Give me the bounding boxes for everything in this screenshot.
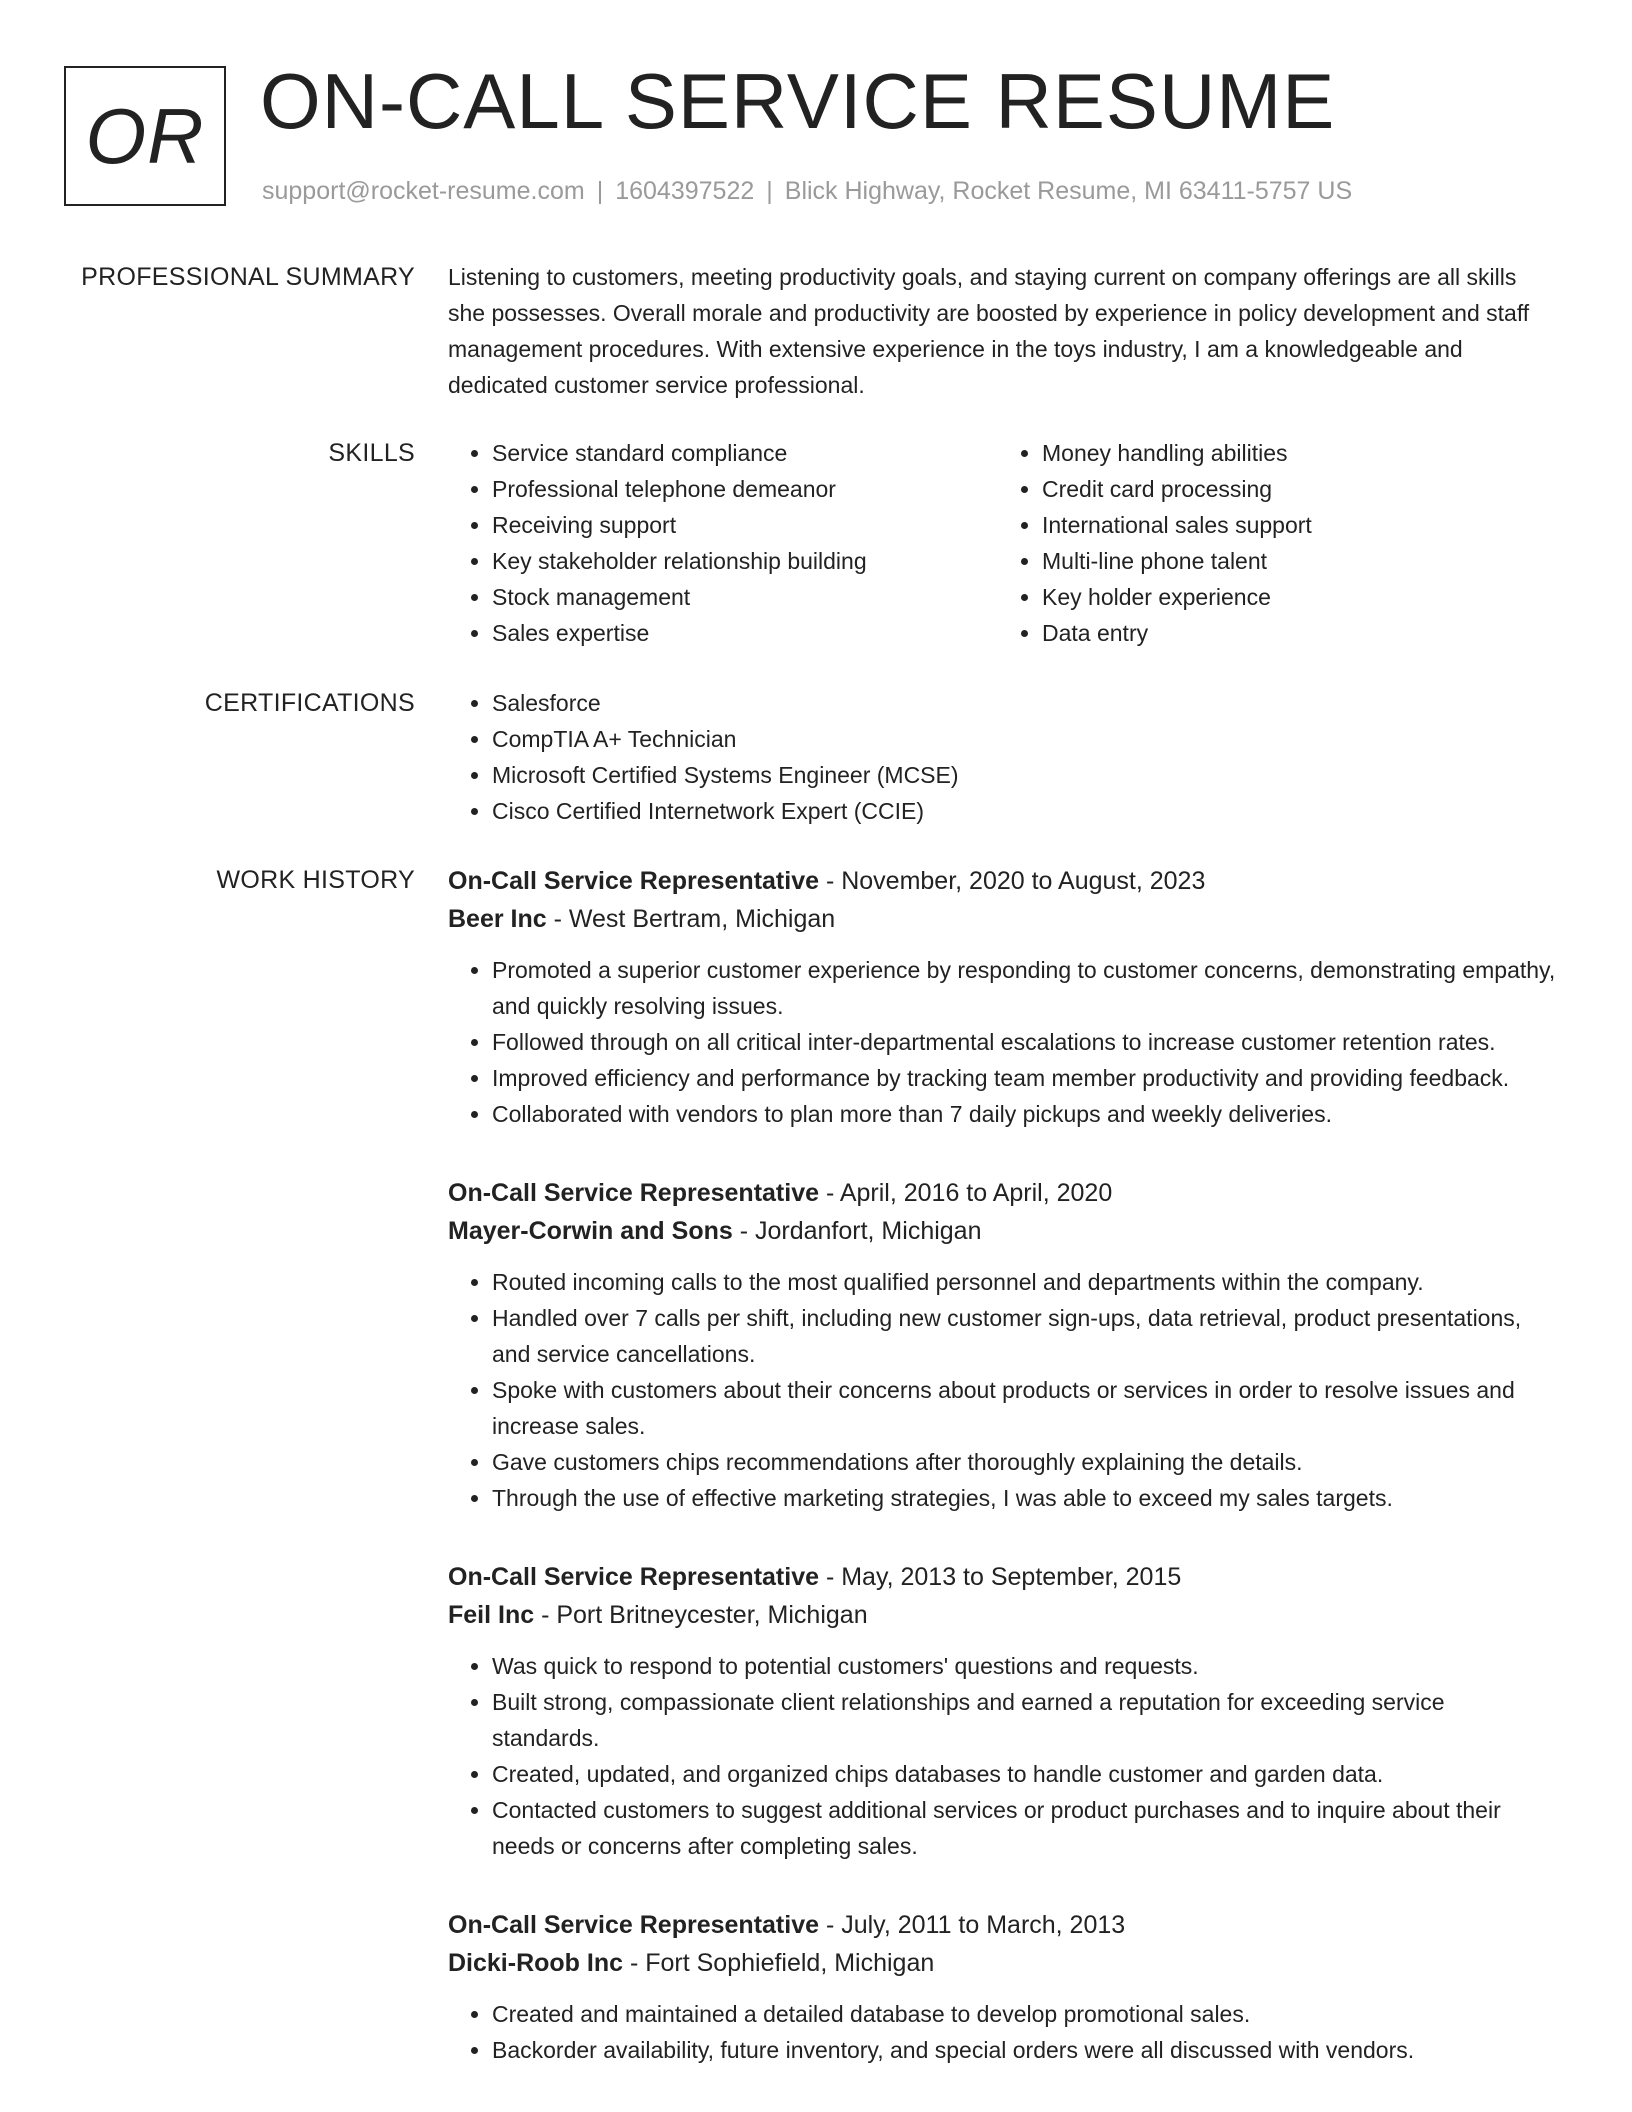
job-dates: - April, 2016 to April, 2020 xyxy=(819,1179,1113,1207)
job-company-line xyxy=(448,1212,1558,1250)
job-company: Mayer-Corwin and Sons xyxy=(448,1217,733,1245)
job-entry xyxy=(448,862,1558,1132)
certification-item: • CompTIA A+ Technician xyxy=(492,721,1558,757)
job-bullet: • Collaborated with vendors to plan more than 7 daily pickups and weekly deliveries. xyxy=(492,1096,1558,1132)
certifications-list xyxy=(448,685,1558,829)
job-bullet: • Contacted customers to suggest additional services or product purchases and to inquire about their needs or concerns after completing sales. xyxy=(492,1792,1558,1864)
job-bullet: • Followed through on all critical inter-departmental escalations to increase customer retention rates. xyxy=(492,1024,1558,1060)
skills-columns xyxy=(448,435,1558,651)
skill-item: • Data entry xyxy=(1042,615,1548,651)
skill-item: • Professional telephone demeanor xyxy=(492,471,998,507)
job-location: - Jordanfort, Michigan xyxy=(732,1217,982,1245)
work-history-label: WORK HISTORY xyxy=(216,866,415,894)
job-company: Dicki-Roob Inc xyxy=(448,1949,624,1977)
job-bullet: • Created, updated, and organized chips databases to handle customer and garden data. xyxy=(492,1756,1558,1792)
job-company: Beer Inc xyxy=(448,905,547,933)
contact-line xyxy=(262,176,1352,206)
skills-label: SKILLS xyxy=(328,439,415,467)
job-title-line xyxy=(448,1906,1558,1944)
job-title: On-Call Service Representative xyxy=(448,1179,819,1207)
job-bullet: • Was quick to respond to potential customers' questions and requests. xyxy=(492,1648,1558,1684)
job-location: - Fort Sophiefield, Michigan xyxy=(623,1949,935,1977)
skill-item: • Stock management xyxy=(492,579,998,615)
job-bullets xyxy=(448,1264,1558,1516)
job-bullet: • Gave customers chips recommendations after thoroughly explaining the details. xyxy=(492,1444,1558,1480)
summary-body xyxy=(448,259,1558,403)
job-company: Feil Inc xyxy=(448,1601,535,1629)
work-history-body xyxy=(448,862,1558,2110)
job-location: - West Bertram, Michigan xyxy=(546,905,836,933)
certification-item: • Salesforce xyxy=(492,685,1558,721)
job-bullet: • Created and maintained a detailed database to develop promotional sales. xyxy=(492,1996,1558,2032)
job-dates: - November, 2020 to August, 2023 xyxy=(819,867,1206,895)
certifications-label: CERTIFICATIONS xyxy=(204,689,415,717)
skills-body xyxy=(448,435,1558,651)
contact-separator: | xyxy=(596,177,604,205)
contact-email: support@rocket-resume.com xyxy=(262,177,585,205)
resume-title: ON-CALL SERVICE RESUME xyxy=(260,57,1336,145)
contact-phone: 1604397522 xyxy=(615,177,755,205)
monogram: OR xyxy=(64,66,226,206)
job-entry xyxy=(448,1174,1558,1516)
certification-item: • Microsoft Certified Systems Engineer (MCSE) xyxy=(492,757,1558,793)
certifications-body xyxy=(448,685,1558,829)
skill-item: • Money handling abilities xyxy=(1042,435,1548,471)
certification-item: • Cisco Certified Internetwork Expert (CCIE) xyxy=(492,793,1558,829)
contact-separator: | xyxy=(766,177,773,205)
job-entry xyxy=(448,1906,1558,2068)
skill-item: • Multi-line phone talent xyxy=(1042,543,1548,579)
job-title: On-Call Service Representative xyxy=(448,1911,819,1939)
skill-item: • International sales support xyxy=(1042,507,1548,543)
job-title-line xyxy=(448,862,1558,900)
job-bullet: • Improved efficiency and performance by tracking team member productivity and providing feedback. xyxy=(492,1060,1558,1096)
job-title: On-Call Service Representative xyxy=(448,1563,819,1591)
skill-item: • Sales expertise xyxy=(492,615,998,651)
skill-item: • Key holder experience xyxy=(1042,579,1548,615)
job-dates: - July, 2011 to March, 2013 xyxy=(819,1911,1126,1939)
job-bullet: • Routed incoming calls to the most qualified personnel and departments within the company. xyxy=(492,1264,1558,1300)
contact-address: Blick Highway, Rocket Resume, MI 63411-5757 US xyxy=(784,177,1353,205)
job-company-line xyxy=(448,1944,1558,1982)
job-dates: - May, 2013 to September, 2015 xyxy=(819,1563,1182,1591)
job-company-line xyxy=(448,900,1558,938)
job-bullet: • Backorder availability, future inventory, and special orders were all discussed with vendors. xyxy=(492,2032,1558,2068)
job-title-line xyxy=(448,1558,1558,1596)
job-bullets xyxy=(448,952,1558,1132)
skill-item: • Credit card processing xyxy=(1042,471,1548,507)
skill-item: • Receiving support xyxy=(492,507,998,543)
job-title-line xyxy=(448,1174,1558,1212)
job-company-line xyxy=(448,1596,1558,1634)
skill-item: • Service standard compliance xyxy=(492,435,998,471)
job-bullets xyxy=(448,1648,1558,1864)
job-bullet: • Built strong, compassionate client relationships and earned a reputation for exceeding service standards. xyxy=(492,1684,1558,1756)
skills-list-right xyxy=(998,435,1548,651)
skill-item: • Key stakeholder relationship building xyxy=(492,543,998,579)
summary-text: Listening to customers, meeting productivity goals, and staying current on company offerings are all skills she possesses. Overall morale and productivity are boosted by experience in policy development and staff management procedures. With extensive experience in the toys industry, I am a knowledgeable and dedicated customer service professional. xyxy=(448,264,1530,398)
job-title: On-Call Service Representative xyxy=(448,867,819,895)
summary-label: PROFESSIONAL SUMMARY xyxy=(81,263,415,291)
job-entry xyxy=(448,1558,1558,1864)
job-location: - Port Britneycester, Michigan xyxy=(534,1601,868,1629)
job-bullets xyxy=(448,1996,1558,2068)
skills-list-left xyxy=(448,435,998,651)
job-bullet: • Spoke with customers about their concerns about products or services in order to resolve issues and increase sales. xyxy=(492,1372,1558,1444)
job-bullet: • Through the use of effective marketing strategies, I was able to exceed my sales targets. xyxy=(492,1480,1558,1516)
job-bullet: • Handled over 7 calls per shift, including new customer sign-ups, data retrieval, product presentations, and service cancellations. xyxy=(492,1300,1558,1372)
job-bullet: • Promoted a superior customer experience by responding to customer concerns, demonstrating empathy, and quickly resolving issues. xyxy=(492,952,1558,1024)
